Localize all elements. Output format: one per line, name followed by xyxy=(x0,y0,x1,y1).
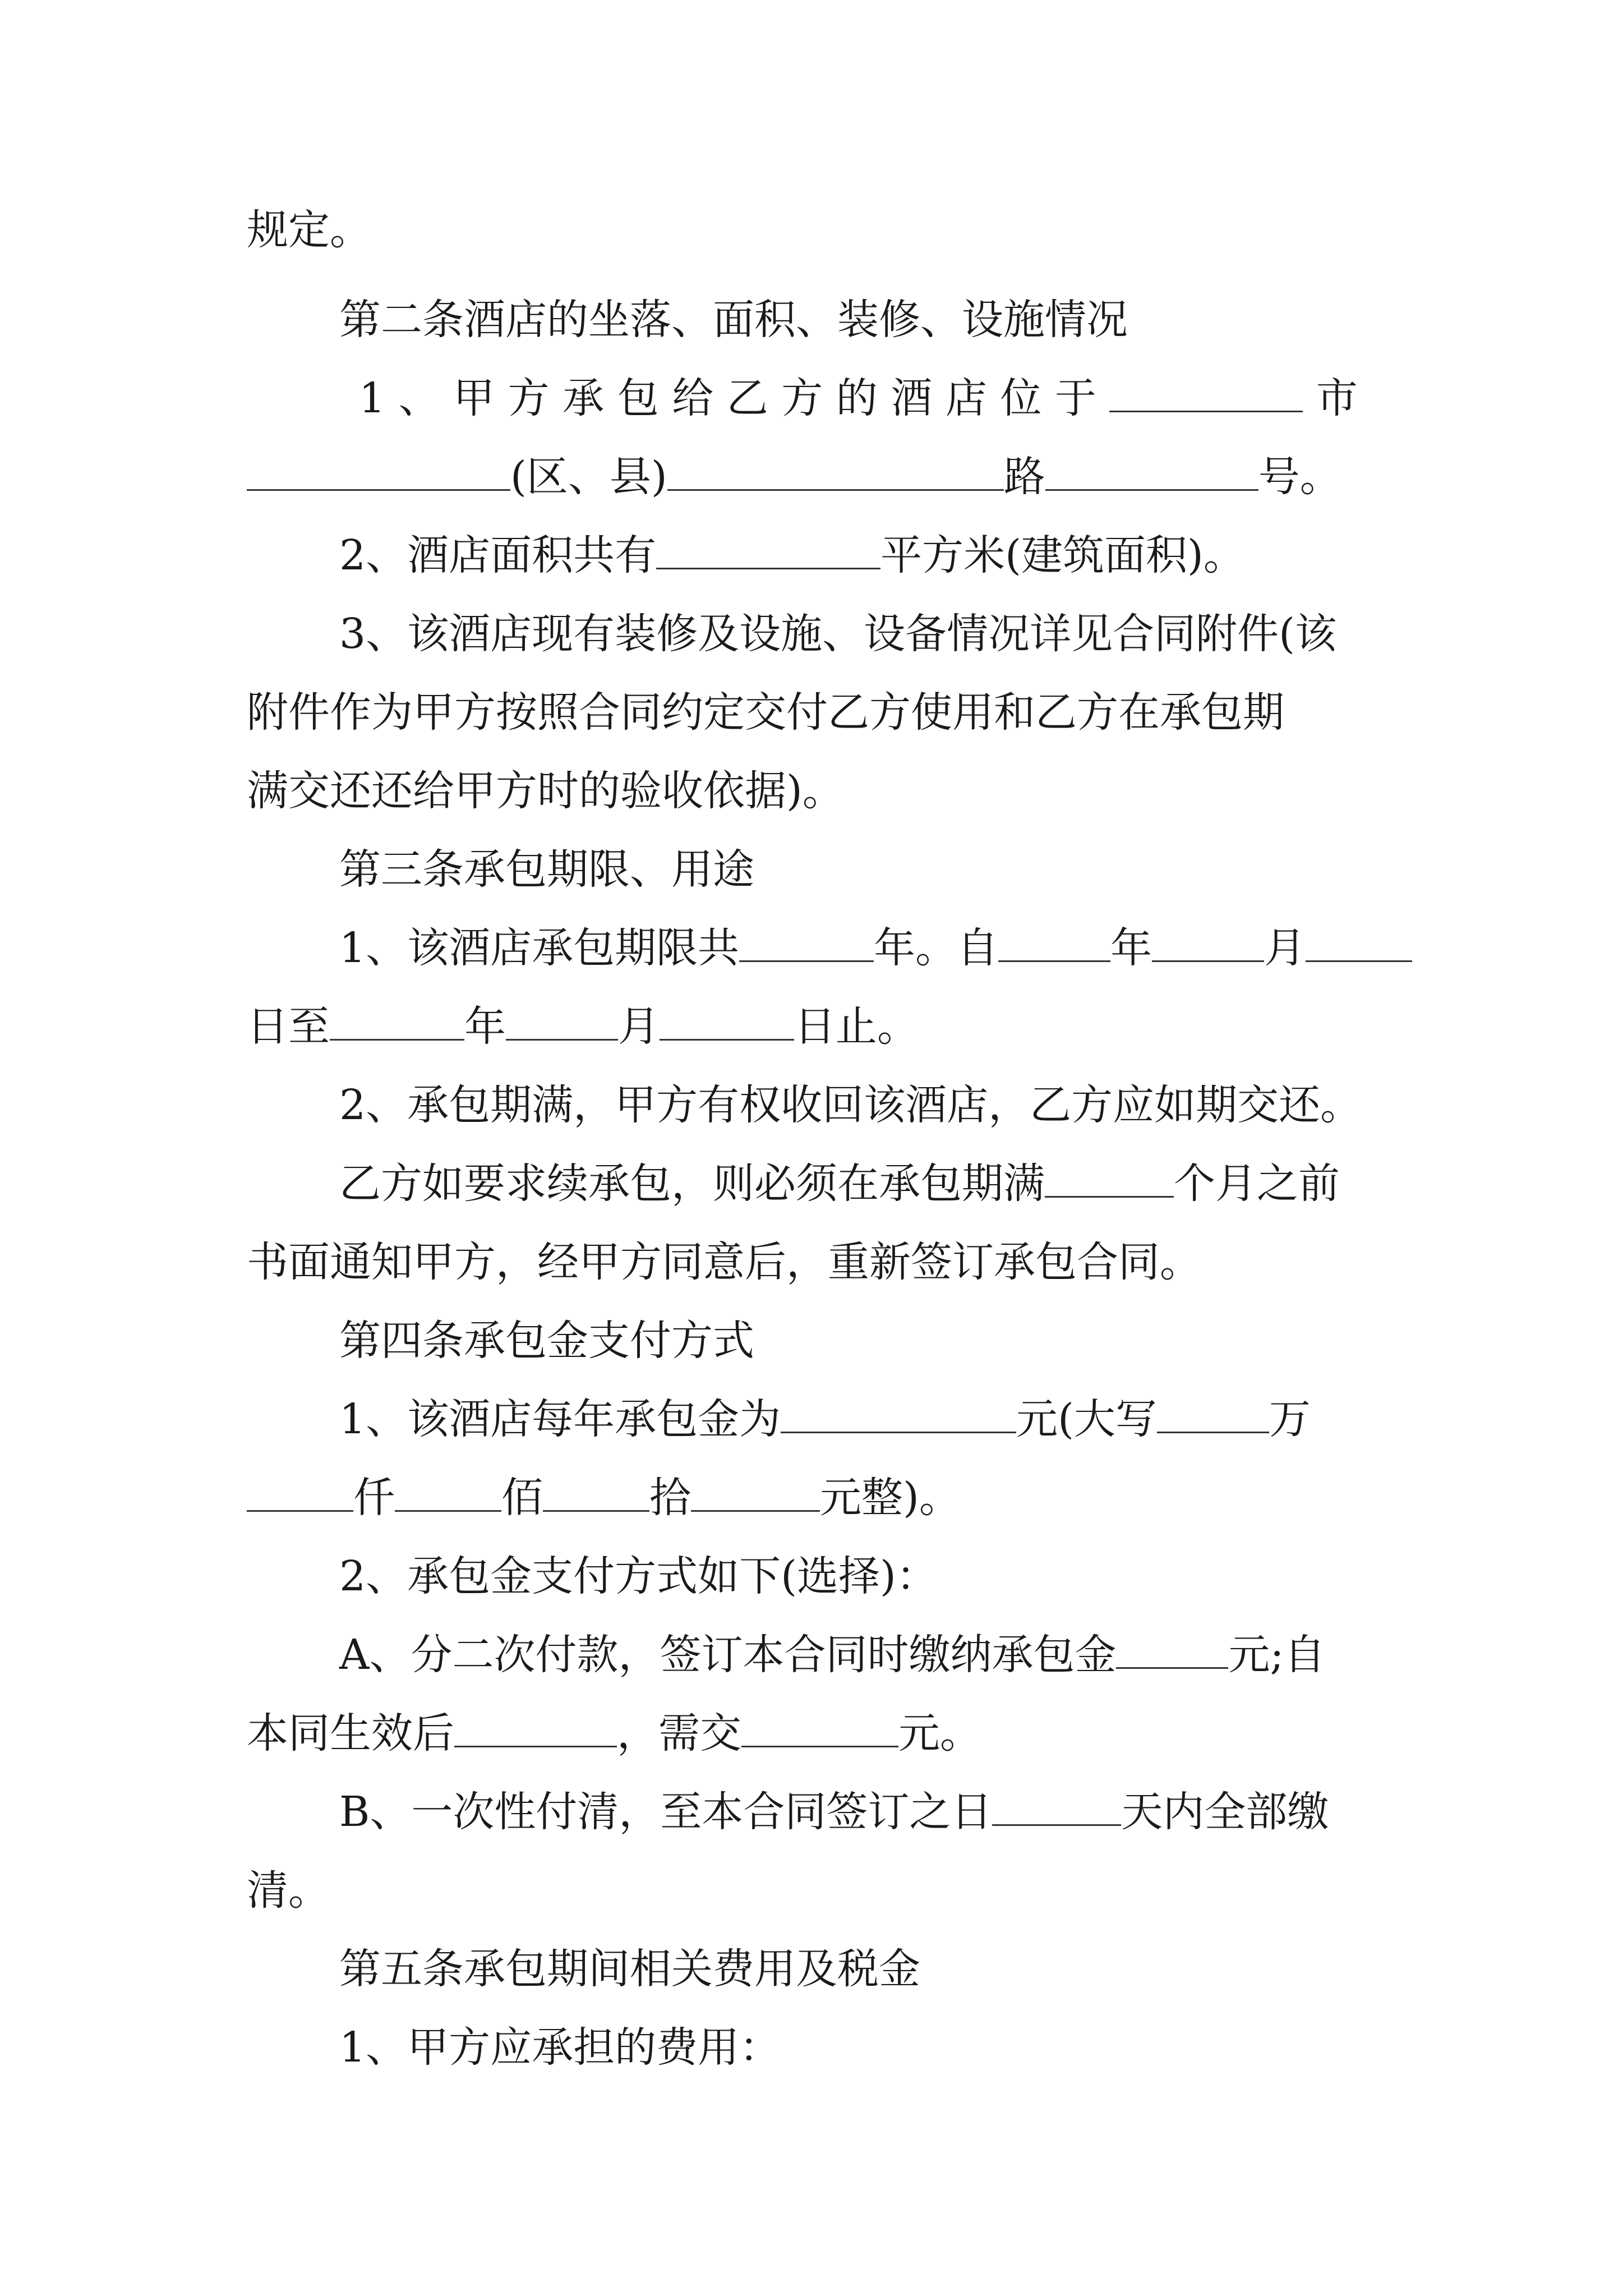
blank-field xyxy=(1045,1157,1174,1198)
blank-field xyxy=(741,1706,898,1747)
text-line: 规定。 xyxy=(247,206,371,254)
blank-field xyxy=(1109,371,1303,412)
blank-field xyxy=(781,1392,1016,1433)
blank-field xyxy=(667,450,1004,491)
text-line: 附件作为甲方按照合同约定交付乙方使用和乙方在承包期 xyxy=(247,688,1284,737)
blank-field xyxy=(1116,1628,1228,1669)
blank-field xyxy=(739,921,874,962)
section-heading: 第三条承包期限、用途 xyxy=(339,845,754,894)
blank-field xyxy=(247,450,510,491)
blank-field xyxy=(660,1000,794,1041)
blank-field xyxy=(691,1471,820,1512)
text-line: 2、承包金支付方式如下(选择)： xyxy=(339,1552,938,1600)
blank-field xyxy=(506,1000,618,1041)
section-heading: 第五条承包期间相关费用及税金 xyxy=(339,1945,920,1993)
section-heading: 第二条酒店的坐落、面积、装修、设施情况 xyxy=(339,296,1128,344)
blank-field xyxy=(1045,450,1258,491)
blank-field xyxy=(330,1000,464,1041)
blank-field xyxy=(1306,921,1412,962)
blank-field xyxy=(998,921,1110,962)
text-line: B、一次性付清，至本合同签订之日 天内全部缴 xyxy=(339,1784,1329,1840)
blank-field xyxy=(454,1706,617,1747)
text-line: 乙方如要求续承包，则必须在承包期满 个月之前 xyxy=(339,1156,1340,1212)
blank-field xyxy=(395,1471,501,1512)
blank-field xyxy=(992,1785,1121,1826)
text-line: 满交还还给甲方时的验收依据)。 xyxy=(247,767,844,815)
text-line: 本同生效后 ，需交 元。 xyxy=(247,1705,981,1761)
blank-field xyxy=(247,1471,353,1512)
text-line: (区、县) 路 号。 xyxy=(247,449,1341,505)
text-line: 清。 xyxy=(247,1866,330,1915)
blank-field xyxy=(543,1471,649,1512)
blank-field xyxy=(1157,1392,1269,1433)
text-line: 书面通知甲方，经甲方同意后，重新签订承包合同。 xyxy=(247,1238,1201,1286)
blank-field xyxy=(1152,921,1264,962)
text-line: 1、甲方应承担的费用： xyxy=(339,2023,781,2072)
text-line: 2、酒店面积共有 平方米(建筑面积)。 xyxy=(339,527,1245,583)
text-line: 3、该酒店现有装修及设施、设备情况详见合同附件(该 xyxy=(339,610,1336,658)
text-line: 1、该酒店承包期限共 年。自 年 月 xyxy=(339,920,1412,976)
text-line: 仟 佰 拾 元整)。 xyxy=(247,1470,961,1526)
text-line: 1、该酒店每年承包金为 元(大写 万 xyxy=(339,1391,1311,1447)
text-line: A、分二次付款，签订本合同时缴纳承包金 元;自 xyxy=(339,1627,1325,1683)
text-line: 2、承包期满，甲方有权收回该酒店，乙方应如期交还。 xyxy=(339,1081,1362,1129)
text-line: 1 、 甲 方 承 包 给 乙 方 的 酒 店 位 于 市 xyxy=(359,370,1358,426)
blank-field xyxy=(656,528,880,569)
text-line: 日至 年 月 日止。 xyxy=(247,999,919,1055)
section-heading: 第四条承包金支付方式 xyxy=(339,1317,754,1365)
